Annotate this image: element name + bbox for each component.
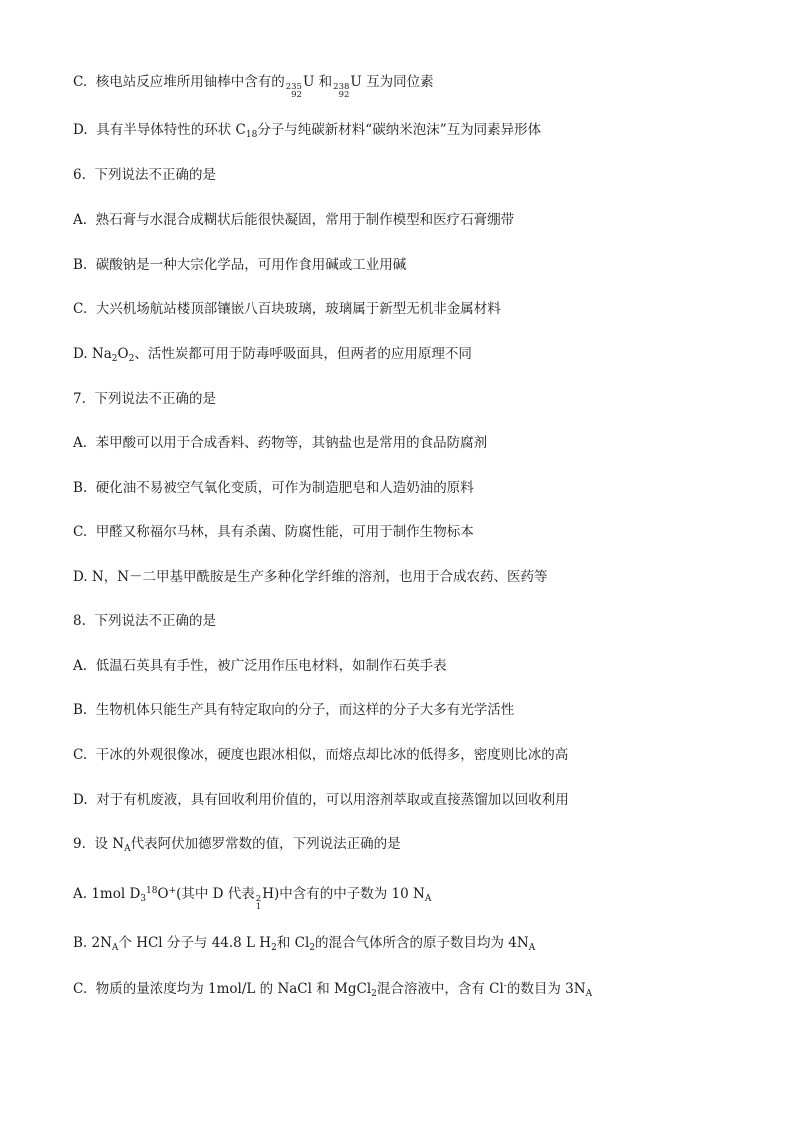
page-bottom-margin	[0, 1043, 794, 1123]
q6-option-d	[73, 343, 754, 365]
text-fragment: 2	[111, 354, 118, 364]
text-fragment: B. 碳酸钠是一种大宗化学品，可用作食用碱或工业用碱	[73, 257, 407, 273]
text-fragment: A. 1mol D	[73, 886, 141, 902]
text-fragment: 8. 下列说法不正确的是	[73, 613, 216, 629]
text-fragment: 9. 设 N	[73, 836, 125, 852]
text-fragment: A	[528, 943, 536, 953]
text-fragment: 个 HCl 分子与 44.8 L H	[118, 935, 272, 951]
text-fragment: 分子与纯碳新材料“碳纳米泡沫”互为同素异形体	[257, 122, 542, 138]
text-fragment: D. 对于有机废液，具有回收利用价值的，可以用溶剂萃取或直接蒸馏加以回收利用	[73, 792, 569, 808]
q9-stem	[73, 833, 754, 855]
text-fragment: 7. 下列说法不正确的是	[73, 391, 216, 407]
q8-option-c	[73, 744, 754, 766]
q9-option-c	[73, 978, 754, 1000]
q5-option-c	[73, 71, 754, 99]
text-fragment: A	[424, 894, 432, 904]
q9-option-b	[73, 932, 754, 954]
q7-stem	[73, 388, 754, 410]
text-fragment: A	[124, 844, 131, 854]
q7-option-c	[73, 521, 754, 543]
q8-option-d	[73, 789, 754, 811]
text-fragment: B. 硬化油不易被空气氧化变质，可作为制造肥皂和人造奶油的原料	[73, 480, 474, 496]
text-fragment: )中含有的中子数为 10 N	[274, 886, 425, 902]
text-fragment: A. 熟石膏与水混合成糊状后能很快凝固，常用于制作模型和医疗石膏绷带	[73, 212, 515, 228]
text-fragment: 92	[338, 90, 350, 100]
text-fragment: (其中 D 代表	[176, 886, 255, 902]
q8-option-b	[73, 699, 754, 721]
text-fragment: H	[262, 886, 274, 902]
text-fragment: 18	[146, 886, 158, 896]
text-fragment: 2	[371, 989, 377, 999]
text-fragment: -	[503, 981, 507, 991]
text-fragment: A. 苯甲酸可以用于合成香料、药物等，其钠盐也是常用的食品防腐剂	[73, 435, 488, 451]
text-fragment: 2	[271, 943, 277, 953]
q6-option-a	[73, 209, 754, 231]
text-fragment: A	[585, 989, 593, 999]
nuclide-u235-prefix	[286, 83, 302, 99]
text-fragment: A. 低温石英具有手性，被广泛用作压电材料，如制作石英手表	[73, 658, 447, 674]
text-fragment: 2	[255, 894, 262, 904]
text-fragment: 3	[140, 894, 147, 904]
q7-option-b	[73, 477, 754, 499]
text-fragment: 2	[128, 354, 135, 364]
text-fragment: 235	[285, 82, 302, 92]
q9-option-a	[73, 883, 754, 911]
text-fragment: 混合溶液中，含有 Cl	[376, 981, 504, 997]
text-fragment: C. 核电站反应堆所用铀棒中含有的	[73, 74, 285, 90]
q6-option-c	[73, 298, 754, 320]
q6-option-b	[73, 254, 754, 276]
text-fragment: B. 生物机体只能生产具有特定取向的分子，而这样的分子大多有光学活性	[73, 702, 515, 718]
text-fragment: 238	[333, 82, 350, 92]
text-fragment: 的混合气体所含的原子数目均为 4N	[315, 935, 529, 951]
text-fragment: D. Na	[73, 346, 112, 362]
text-fragment: U	[350, 74, 362, 90]
text-fragment: A	[111, 943, 119, 953]
text-fragment: 和	[314, 74, 333, 90]
q8-option-a	[73, 655, 754, 677]
text-fragment: C. 大兴机场航站楼顶部镶嵌八百块玻璃，玻璃属于新型无机非金属材料	[73, 301, 501, 317]
text-fragment: O	[157, 886, 169, 902]
nuclide-u238-prefix	[333, 83, 349, 99]
text-fragment: 6. 下列说法不正确的是	[73, 167, 216, 183]
text-fragment: 互为同位素	[361, 74, 434, 90]
q6-stem	[73, 164, 754, 186]
text-fragment: C. 干冰的外观很像冰，硬度也跟冰相似，而熔点却比冰的低得多，密度则比冰的高	[73, 747, 569, 763]
text-fragment: 代表阿伏加德罗常数的值，下列说法正确的是	[130, 836, 401, 852]
text-fragment: B. 2N	[73, 935, 112, 951]
text-fragment: O	[117, 346, 129, 362]
q7-option-d	[73, 566, 754, 588]
text-fragment: 18	[245, 130, 258, 140]
text-fragment: 1	[255, 902, 262, 912]
text-fragment: C. 甲醛又称福尔马林，具有杀菌、防腐性能，可用于制作生物标本	[73, 524, 474, 540]
q8-stem	[73, 610, 754, 632]
text-fragment: 和 Cl	[276, 935, 310, 951]
text-fragment: U	[302, 74, 315, 90]
text-fragment: 的数目为 3N	[506, 981, 586, 997]
text-fragment: 、活性炭都可用于防毒呼吸面具，但两者的应用原理不同	[134, 346, 472, 362]
text-fragment: D. N，N－二甲基甲酰胺是生产多种化学纤维的溶剂，也用于合成农药、医药等	[73, 569, 548, 585]
text-fragment: D. 具有半导体特性的环状 C	[73, 122, 246, 138]
text-fragment: +	[168, 886, 177, 896]
text-fragment: C. 物质的量浓度均为 1mol/L 的 NaCl 和 MgCl	[73, 981, 372, 997]
nuclide-deuterium-prefix	[256, 895, 261, 911]
q7-option-a	[73, 432, 754, 454]
q5-option-d	[73, 119, 754, 141]
text-fragment: 2	[309, 943, 316, 953]
text-fragment: 92	[291, 90, 302, 100]
